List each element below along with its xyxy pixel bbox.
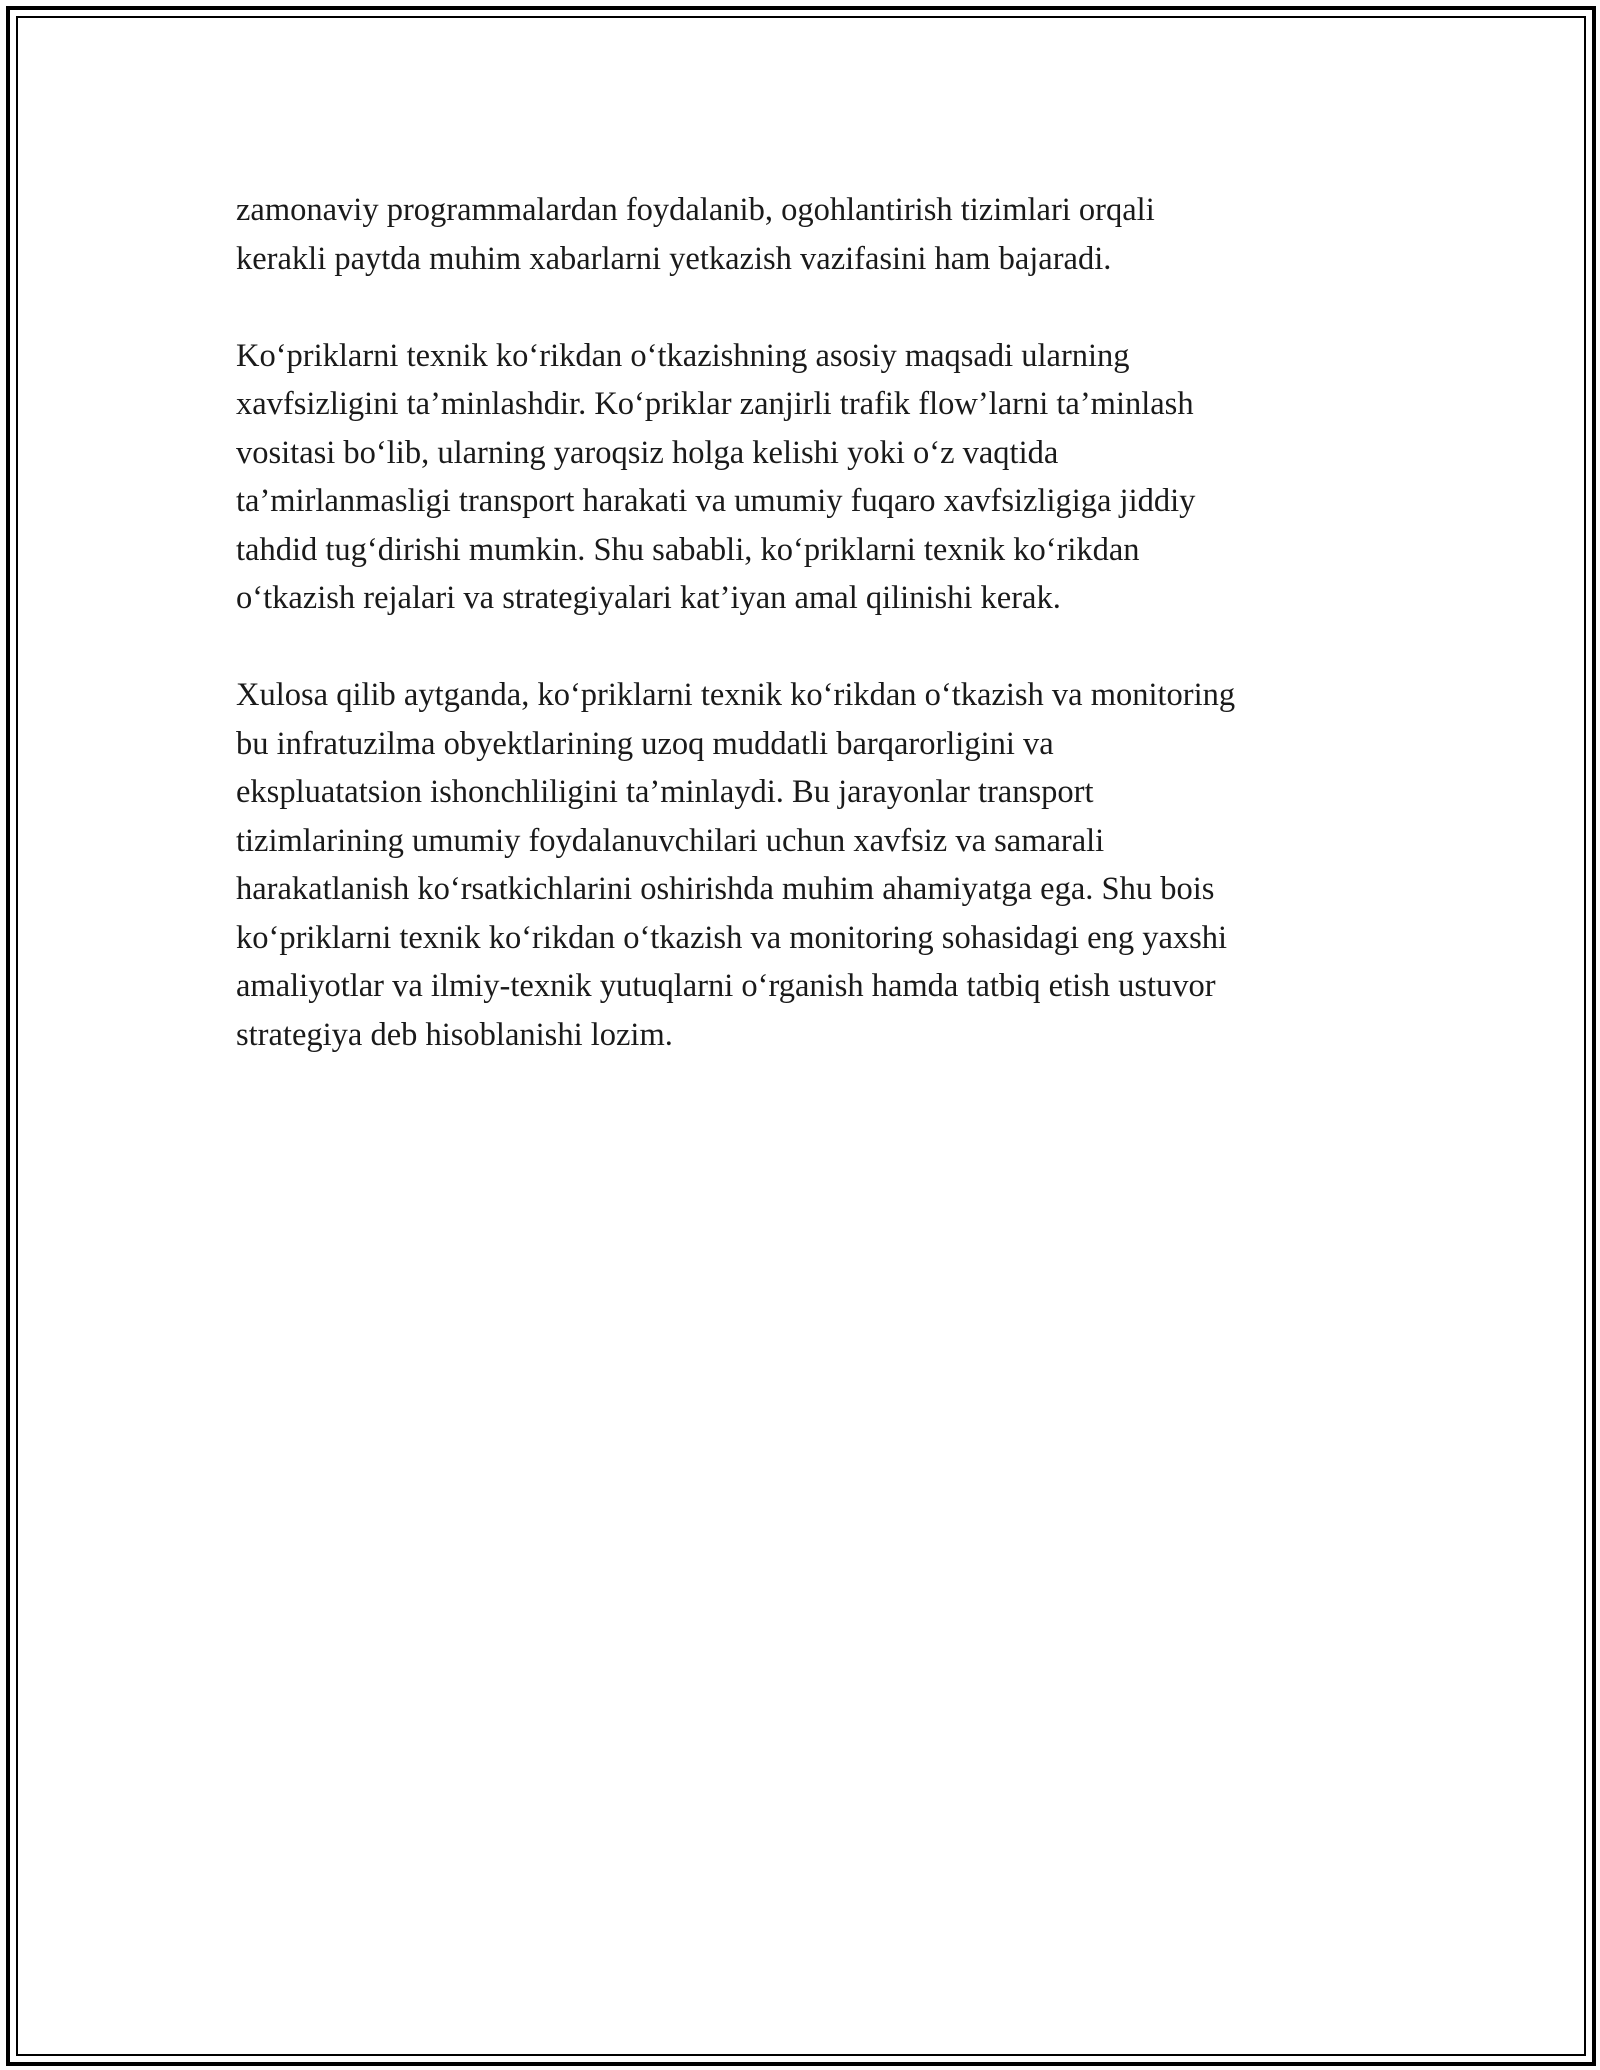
document-body [236, 186, 1386, 1108]
paragraph-1: zamonaviy programmalardan foydalanib, ogohlantirish tizimlari orqali kerakli paytda muhim xabarlarni yetkazish vazifasini ham bajaradi. [236, 192, 1155, 277]
paragraph-2: Ko‘priklarni texnik ko‘rikdan o‘tkazishning asosiy maqsadi ularning xavfsizligini ta’minlashdir. Ko‘priklar zanjirli trafik flow’larni ta’minlash vositasi bo‘lib, ularning yaroqsiz holga kelishi yoki o‘z vaqtida ta’mirlanmasligi transport harakati va umumiy fuqaro xavfsizligiga jiddiy tahdid tug‘dirishi mumkin. Shu sababli, ko‘priklarni texnik ko‘rikdan o‘tkazish rejalari va strategiyalari kat’iyan amal qilinishi kerak. [236, 337, 1196, 616]
paragraph-3: Xulosa qilib aytganda, ko‘priklarni texnik ko‘rikdan o‘tkazish va monitoring bu infratuzilma obyektlarining uzoq muddatli barqarorligini va ekspluatatsion ishonchliligini ta’minlaydi. Bu jarayonlar transport tizimlarining umumiy foydalanuvchilari uchun xavfsiz va samarali harakatlanish ko‘rsatkichlarini oshirishda muhim ahamiyatga ega. Shu bois ko‘priklarni texnik ko‘rikdan o‘tkazish va monitoring sohasidagi eng yaxshi amaliyotlar va ilmiy-texnik yutuqlarni o‘rganish hamda tatbiq etish ustuvor strategiya deb hisoblanishi lozim. [236, 677, 1236, 1053]
